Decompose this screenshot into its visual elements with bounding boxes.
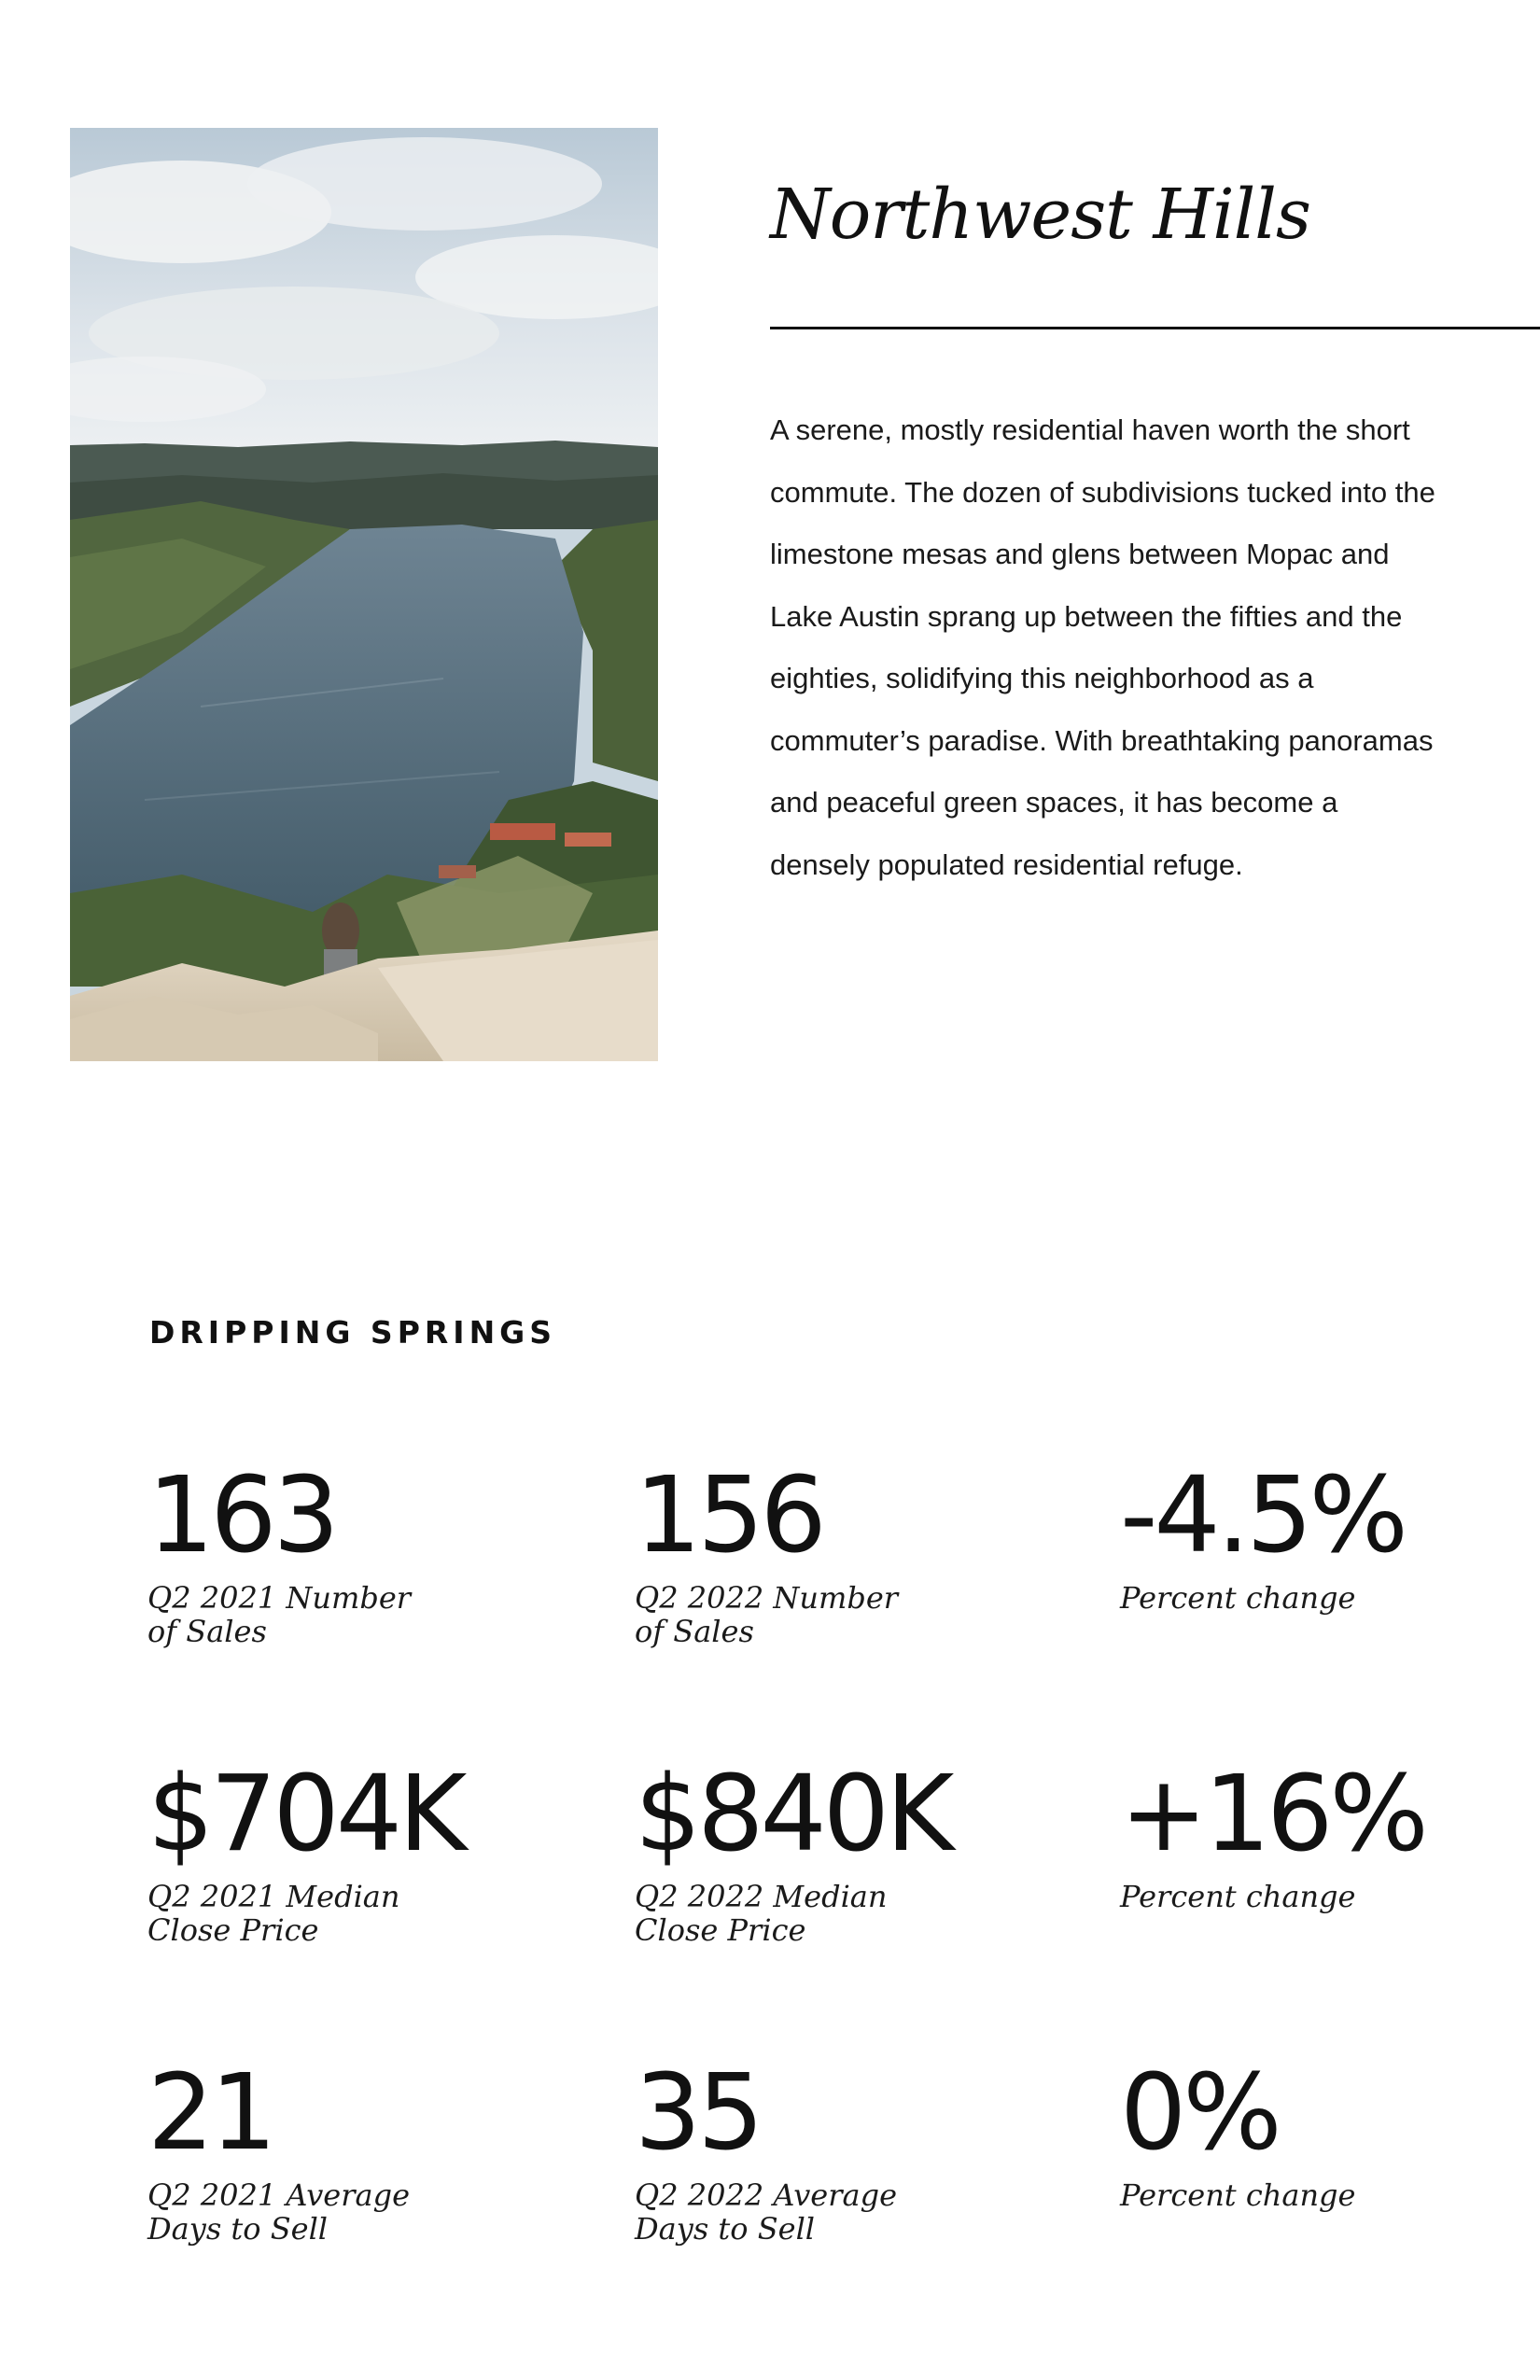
stat-label: Q2 2022 Median Close Price [635, 1879, 888, 1948]
stat-label: Percent change [1120, 1879, 1356, 1914]
page-title: Northwest Hills [770, 175, 1310, 255]
stat-label: Q2 2021 Number of Sales [147, 1580, 412, 1649]
stats-section-label: DRIPPING SPRINGS [149, 1314, 557, 1351]
stat-value: 0% [1120, 2052, 1279, 2174]
stat-value: +16% [1120, 1754, 1425, 1875]
stat-value: 21 [147, 2052, 273, 2174]
stat-label: Percent change [1120, 2177, 1356, 2213]
stat-sales-percent-change [1120, 1455, 1540, 1616]
stat-value: 35 [635, 2052, 761, 2174]
stat-value: $704K [147, 1754, 464, 1875]
stat-label: Q2 2021 Average Days to Sell [147, 2177, 410, 2247]
stat-value: -4.5% [1120, 1455, 1405, 1576]
stat-q2-2022-average-days-to-sell [635, 2052, 1083, 2247]
stat-value: 156 [635, 1455, 823, 1576]
neighborhood-description: A serene, mostly residential haven worth the short commute. The dozen of subdivisions tucked into the limestone mesas and glens between Mopac and Lake Austin sprang up between the fifties and the eighties, solidifying this neighborhood as a commuter’s paradise. With breathtaking panoramas and peaceful green spaces, it has become a densely populated residential refuge. [770, 413, 1435, 881]
stat-label: Q2 2022 Number of Sales [635, 1580, 899, 1649]
stat-q2-2021-average-days-to-sell [147, 2052, 595, 2247]
stat-label: Q2 2021 Median Close Price [147, 1879, 400, 1948]
stat-days-percent-change [1120, 2052, 1540, 2213]
title-divider [770, 327, 1540, 329]
stat-label: Percent change [1120, 1580, 1356, 1616]
lake-landscape-illustration [70, 128, 658, 1061]
stat-q2-2021-number-of-sales [147, 1455, 595, 1649]
stat-value: 163 [147, 1455, 336, 1576]
stat-q2-2022-median-close-price [635, 1754, 1083, 1948]
stat-label: Q2 2022 Average Days to Sell [635, 2177, 897, 2247]
stat-value: $840K [635, 1754, 951, 1875]
stat-q2-2022-number-of-sales [635, 1455, 1083, 1649]
stat-q2-2021-median-close-price [147, 1754, 595, 1948]
neighborhood-photo [70, 128, 658, 1061]
stat-price-percent-change [1120, 1754, 1540, 1914]
